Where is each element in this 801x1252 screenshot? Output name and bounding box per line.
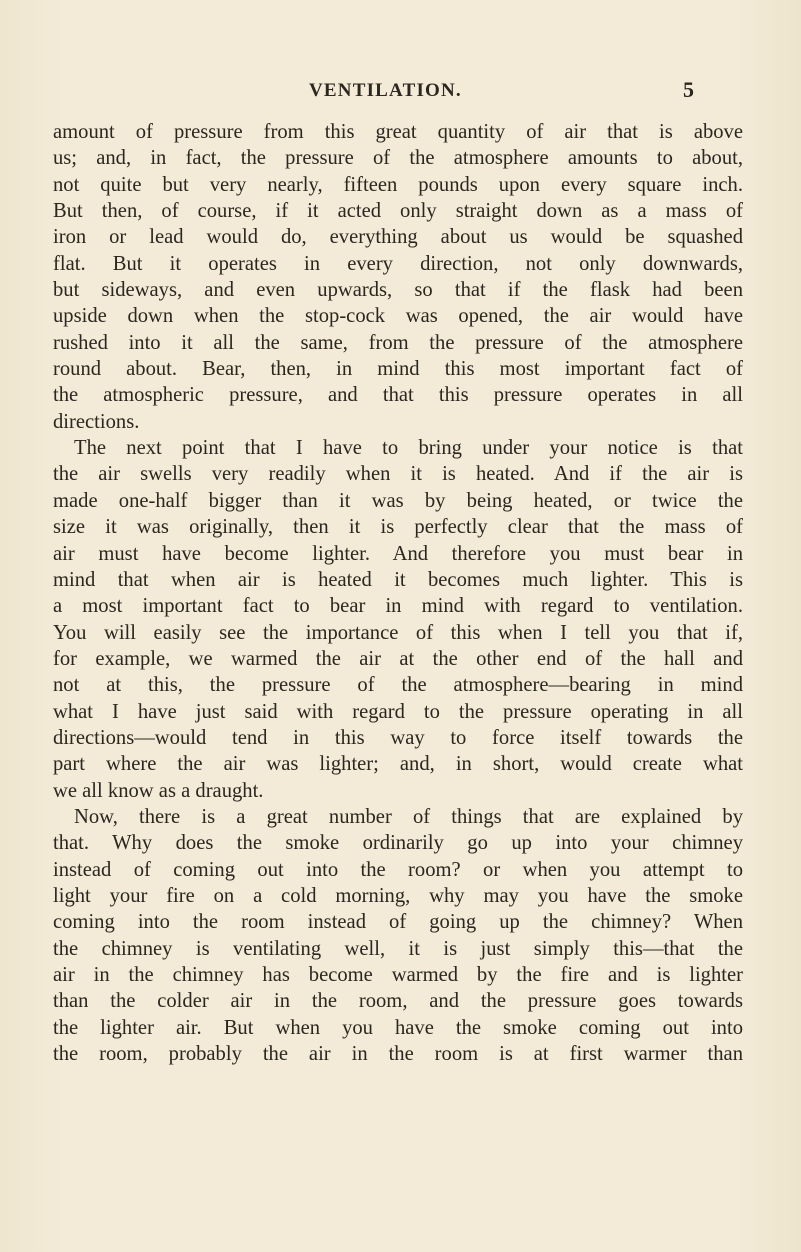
text-line: size it was originally, then it is perfectly clear that the mass of (53, 516, 743, 539)
text-line: us; and, in fact, the pressure of the atmosphere amounts to about, (53, 147, 743, 170)
text-line: mind that when air is heated it becomes much lighter. This is (53, 568, 743, 591)
text-line: a most important fact to bear in mind with regard to ventilation. (53, 595, 743, 618)
text-line: upside down when the stop-cock was opened, the air would have (53, 305, 743, 328)
text-line: amount of pressure from this great quantity of air that is above (53, 121, 743, 143)
running-title: VENTILATION. (309, 80, 462, 101)
text-line: The next point that I have to bring under your notice is that (74, 437, 743, 460)
text-line: the atmospheric pressure, and that this pressure operates in all (53, 384, 743, 407)
text-line: iron or lead would do, everything about us would be squashed (53, 226, 743, 249)
running-head (0, 77, 801, 110)
text-line: light your fire on a cold morning, why may you have the smoke (53, 884, 743, 907)
text-line: But then, of course, if it acted only straight down as a mass of (53, 200, 743, 223)
text-line: we all know as a draught. (53, 779, 264, 802)
body-text (53, 119, 743, 1067)
text-line: not quite but very nearly, fifteen pounds upon every square inch. (53, 173, 743, 196)
text-line: the room, probably the air in the room is at first warmer than (53, 1043, 743, 1066)
text-line: round about. Bear, then, in mind this most important fact of (53, 358, 743, 381)
text-line: the lighter air. But when you have the smoke coming out into (53, 1016, 743, 1039)
text-line: directions. (53, 410, 140, 433)
page-number: 5 (683, 77, 694, 102)
text-line: coming into the room instead of going up the chimney? When (53, 911, 743, 934)
text-line: instead of coming out into the room? or when you attempt to (53, 858, 743, 881)
text-line: the chimney is ventilating well, it is just simply this—that the (53, 937, 743, 960)
text-line: part where the air was lighter; and, in short, would create what (53, 753, 743, 776)
text-line: that. Why does the smoke ordinarily go up into your chimney (53, 832, 743, 855)
text-line: than the colder air in the room, and the pressure goes towards (53, 990, 743, 1013)
text-line: but sideways, and even upwards, so that if the flask had been (53, 279, 743, 302)
text-line: not at this, the pressure of the atmosphere—bearing in mind (53, 674, 743, 697)
text-line: You will easily see the importance of this when I tell you that if, (53, 621, 743, 644)
text-line: flat. But it operates in every direction, not only downwards, (53, 252, 743, 275)
text-line: Now, there is a great number of things that are explained by (74, 805, 743, 828)
text-line: air must have become lighter. And therefore you must bear in (53, 542, 743, 565)
text-line: the air swells very readily when it is heated. And if the air is (53, 463, 743, 486)
text-line: made one-half bigger than it was by being heated, or twice the (53, 489, 743, 512)
text-line: directions—would tend in this way to force itself towards the (53, 726, 743, 749)
text-line: air in the chimney has become warmed by the fire and is lighter (53, 964, 743, 986)
text-line: rushed into it all the same, from the pressure of the atmosphere (53, 331, 743, 354)
text-line: what I have just said with regard to the pressure operating in all (53, 700, 743, 723)
text-line: for example, we warmed the air at the other end of the hall and (53, 647, 743, 670)
